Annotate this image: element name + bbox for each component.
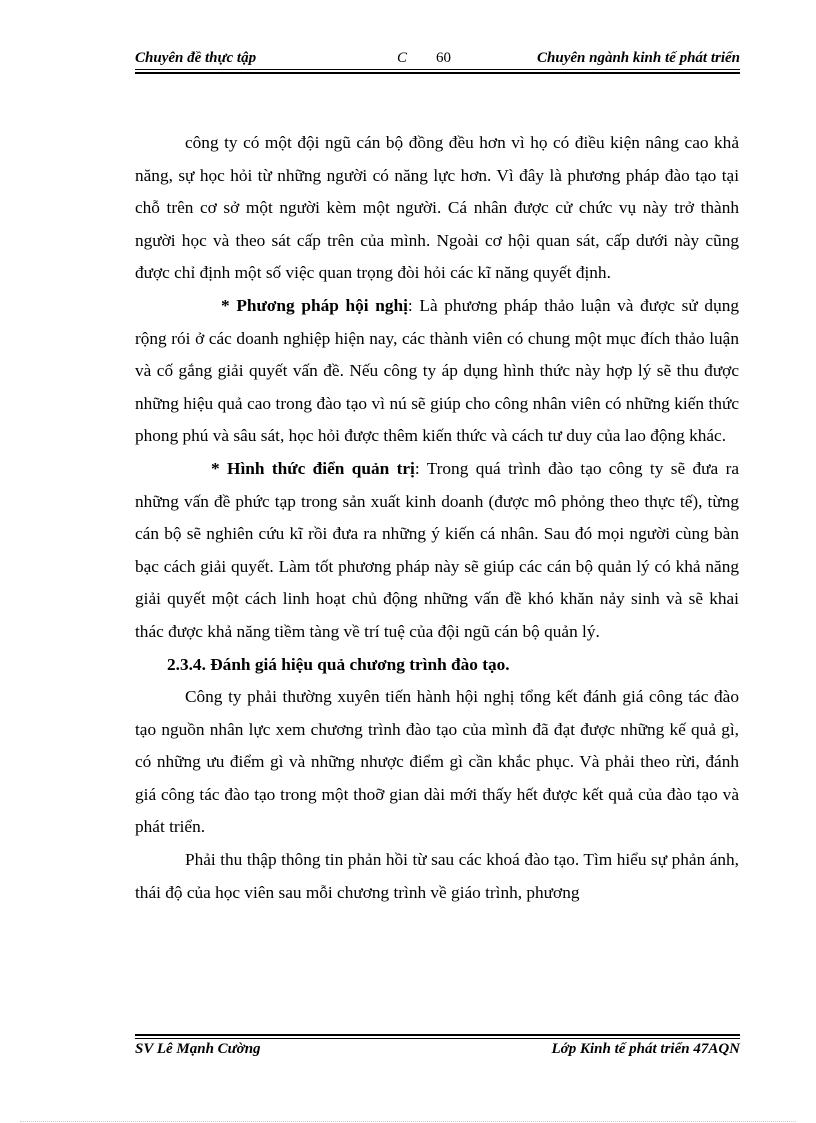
page-header [135, 46, 740, 70]
header-left-title: Chuyên đề thực tập [135, 50, 257, 66]
paragraph-feedback: Phải thu thập thông tin phản hồi từ sau các khoá đào tạo. Tìm hiểu sự phản ánh, thái độ của học viên sau mỗi chương trình về giáo trình, phương [135, 850, 739, 902]
paragraph-conference-method [135, 290, 739, 453]
section-heading: 2.3.4. Đánh giá hiệu quả chương trình đào tạo. [167, 654, 510, 674]
header-rule [135, 69, 740, 70]
footer-student-name: SV Lê Mạnh Cường [135, 1041, 261, 1057]
paragraph-evaluation: Công ty phải thường xuyên tiến hành hội nghị tổng kết đánh giá công tác đào tạo nguồn nhân lực xem chương trình đào tạo của mình đã đạt được những kế quả gì, có những ưu điểm gì và những nhược điểm gì cần khắc phục. Và phải theo rừi, đánh giá công tác đào tạo trong một thoỡ gian dài mới thấy hết được kết quả của đào tạo và phát triển. [135, 687, 739, 837]
page-footer [135, 1041, 740, 1061]
footer-rule [135, 1038, 740, 1039]
footer-class-name: Lớp Kinh tế phát triển 47AQN [551, 1041, 740, 1057]
paragraph-management-form [135, 453, 739, 649]
footer-rule-thick [135, 1034, 740, 1036]
conference-method-text: : Là phương pháp thảo luận và được sử dụng rộng rói ở các doanh nghiệp hiện nay, các thành viên có chung một mục đích thảo luận và cố gắng giải quyết vấn đề. Nếu công ty áp dụng hình thức này hợp lý sẽ thu được những hiệu quả cao trong đào tạo vì nú sẽ giúp cho công nhân viên có những kiến thức phong phú và sâu sát, học hỏi được thêm kiến thức và cách tư duy của lao động khác. [135, 295, 739, 446]
document-body [135, 127, 739, 909]
page-number: 60 [436, 50, 451, 66]
header-right-title: Chuyên ngành kinh tế phát triển [537, 50, 740, 66]
management-form-text: : Trong quá trình đào tạo công ty sẽ đưa ra những vấn đề phức tạp trong sản xuất kinh doanh (được mô phỏng theo thực tế), từng cán bộ sẽ nghiên cứu kĩ rồi đưa ra những ý kiến cá nhân. Sau đó mọi người cùng bàn bạc cách giải quyết. Làm tốt phương pháp này sẽ giúp các cán bộ quản lý có khả năng giải quyết một cách linh hoạt chủ động những vấn đề khó khăn nảy sinh và sẽ khai thác được khả năng tiềm tàng về trí tuệ của đội ngũ cán bộ quản lý. [135, 458, 739, 641]
conference-method-label: * Phương pháp hội nghị [221, 295, 408, 315]
page-bottom-edge [20, 1121, 796, 1122]
header-mid-mark: C [397, 50, 408, 66]
paragraph-1: công ty có một đội ngũ cán bộ đồng đều hơn vì họ có điều kiện nâng cao khả năng, sự học hỏi từ những người có năng lực hơn. Vì đây là phương pháp đào tạo tại chỗ trên cơ sở một người kèm một người. Cá nhân được cử chức vụ này trở thành người học và theo sát cấp trên của mình. Ngoài cơ hội quan sát, cấp dưới này cũng được chỉ định một số việc quan trọng đòi hỏi các kĩ năng quyết định. [135, 133, 739, 283]
header-rule-thick [135, 72, 740, 74]
management-form-label: * Hình thức điển quản trị [211, 458, 415, 478]
